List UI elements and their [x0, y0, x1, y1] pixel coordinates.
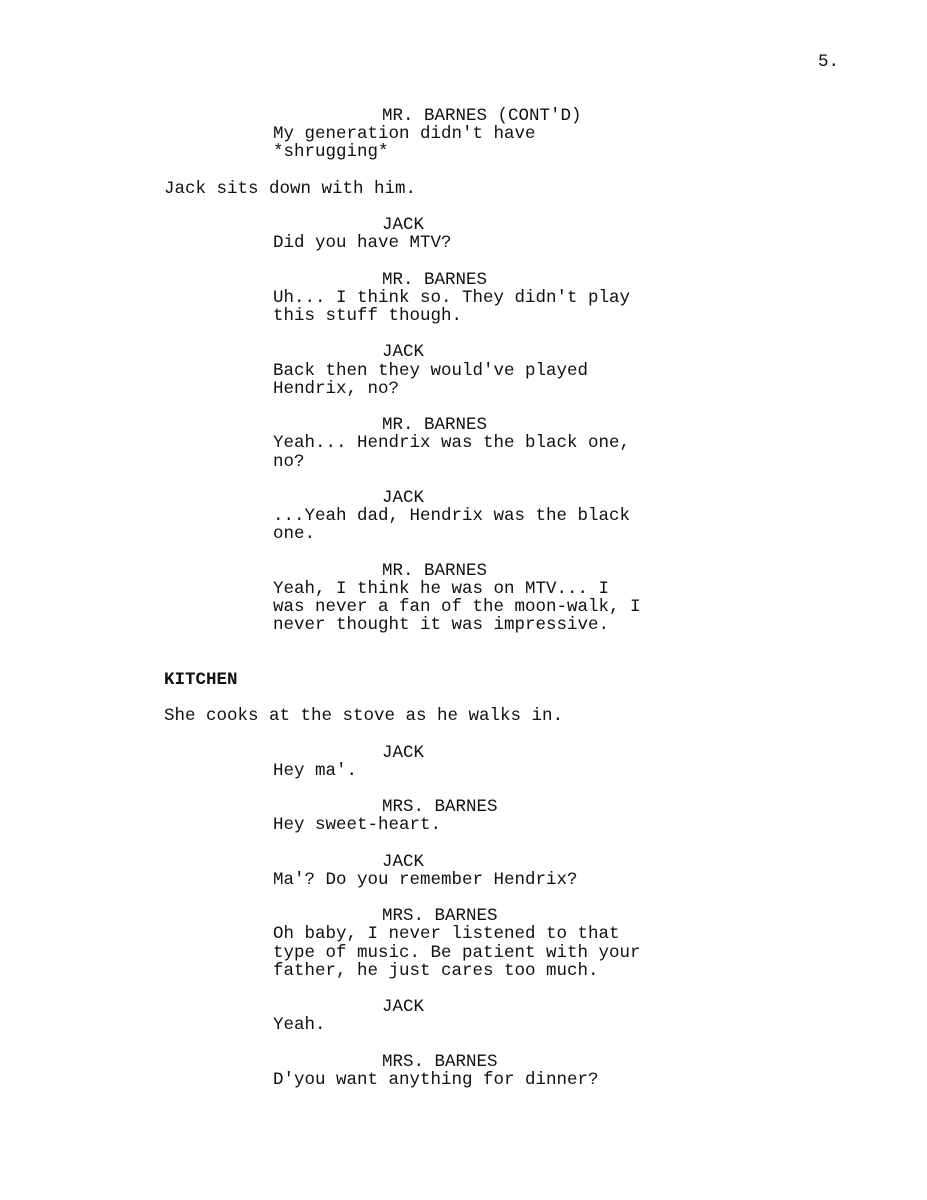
blank-line — [0, 653, 927, 671]
dialogue-line: Yeah... Hendrix was the black one, — [273, 433, 631, 454]
blank-line — [0, 1035, 927, 1053]
dialogue-line: Oh baby, I never listened to that — [273, 924, 620, 945]
character-cue: MR. BARNES — [382, 415, 488, 436]
character-cue: MR. BARNES (CONT'D) — [382, 106, 582, 126]
character-cue: MRS. BARNES — [382, 797, 498, 818]
dialogue-line: Yeah, I think he was on MTV... I — [273, 578, 610, 599]
blank-line — [0, 889, 927, 907]
dialogue-line: one. — [273, 524, 316, 545]
character-cue: MRS. BARNES — [382, 906, 498, 927]
dialogue-line: *shrugging* — [273, 142, 389, 163]
blank-line — [0, 162, 927, 180]
dialogue-line: My generation didn't have — [273, 124, 536, 145]
character-cue: MR. BARNES — [382, 269, 488, 290]
blank-line — [0, 198, 927, 216]
blank-line — [0, 835, 927, 853]
scene-heading: KITCHEN — [164, 669, 238, 690]
screenplay-body — [0, 107, 927, 1089]
character-cue: JACK — [382, 487, 425, 508]
character-cue: MRS. BARNES — [382, 1051, 498, 1072]
blank-line — [0, 634, 927, 652]
character-cue: JACK — [382, 215, 425, 236]
dialogue-line: ...Yeah dad, Hendrix was the black — [273, 506, 631, 527]
dialogue-line: D'you want anything for dinner? — [273, 1069, 599, 1090]
dialogue-line: type of music. Be patient with your — [273, 942, 641, 963]
blank-line — [0, 980, 927, 998]
action-line: She cooks at the stove as he walks in. — [164, 706, 564, 727]
dialogue-line: Uh... I think so. They didn't play — [273, 287, 631, 308]
dialogue-line: Hey sweet-heart. — [273, 815, 442, 836]
dialogue-line: Ma'? Do you remember Hendrix? — [273, 869, 578, 890]
blank-line — [0, 325, 927, 343]
blank-line — [0, 725, 927, 743]
blank-line — [0, 253, 927, 271]
character-cue: JACK — [382, 342, 425, 363]
dialogue-line: this stuff though. — [273, 306, 463, 327]
dialogue-line: never thought it was impressive. — [273, 615, 610, 636]
character-cue: JACK — [382, 851, 425, 872]
blank-line — [0, 689, 927, 707]
dialogue-line: Back then they would've played — [273, 360, 589, 381]
dialogue-line: was never a fan of the moon-walk, I — [273, 597, 641, 618]
character-cue: JACK — [382, 997, 425, 1018]
page-number: 5. — [818, 52, 840, 72]
dialogue-line: Hendrix, no? — [273, 378, 400, 399]
dialogue-line: father, he just cares too much. — [273, 960, 599, 981]
blank-line — [0, 544, 927, 562]
action-line: Jack sits down with him. — [164, 178, 417, 199]
dialogue-line: Did you have MTV? — [273, 233, 452, 254]
blank-line — [0, 471, 927, 489]
blank-line — [0, 398, 927, 416]
dialogue-line: Hey ma'. — [273, 760, 358, 781]
blank-line — [0, 780, 927, 798]
dialogue-line: Yeah. — [273, 1015, 326, 1036]
character-cue: JACK — [382, 742, 425, 763]
character-cue: MR. BARNES — [382, 560, 488, 581]
dialogue-line: no? — [273, 451, 305, 472]
